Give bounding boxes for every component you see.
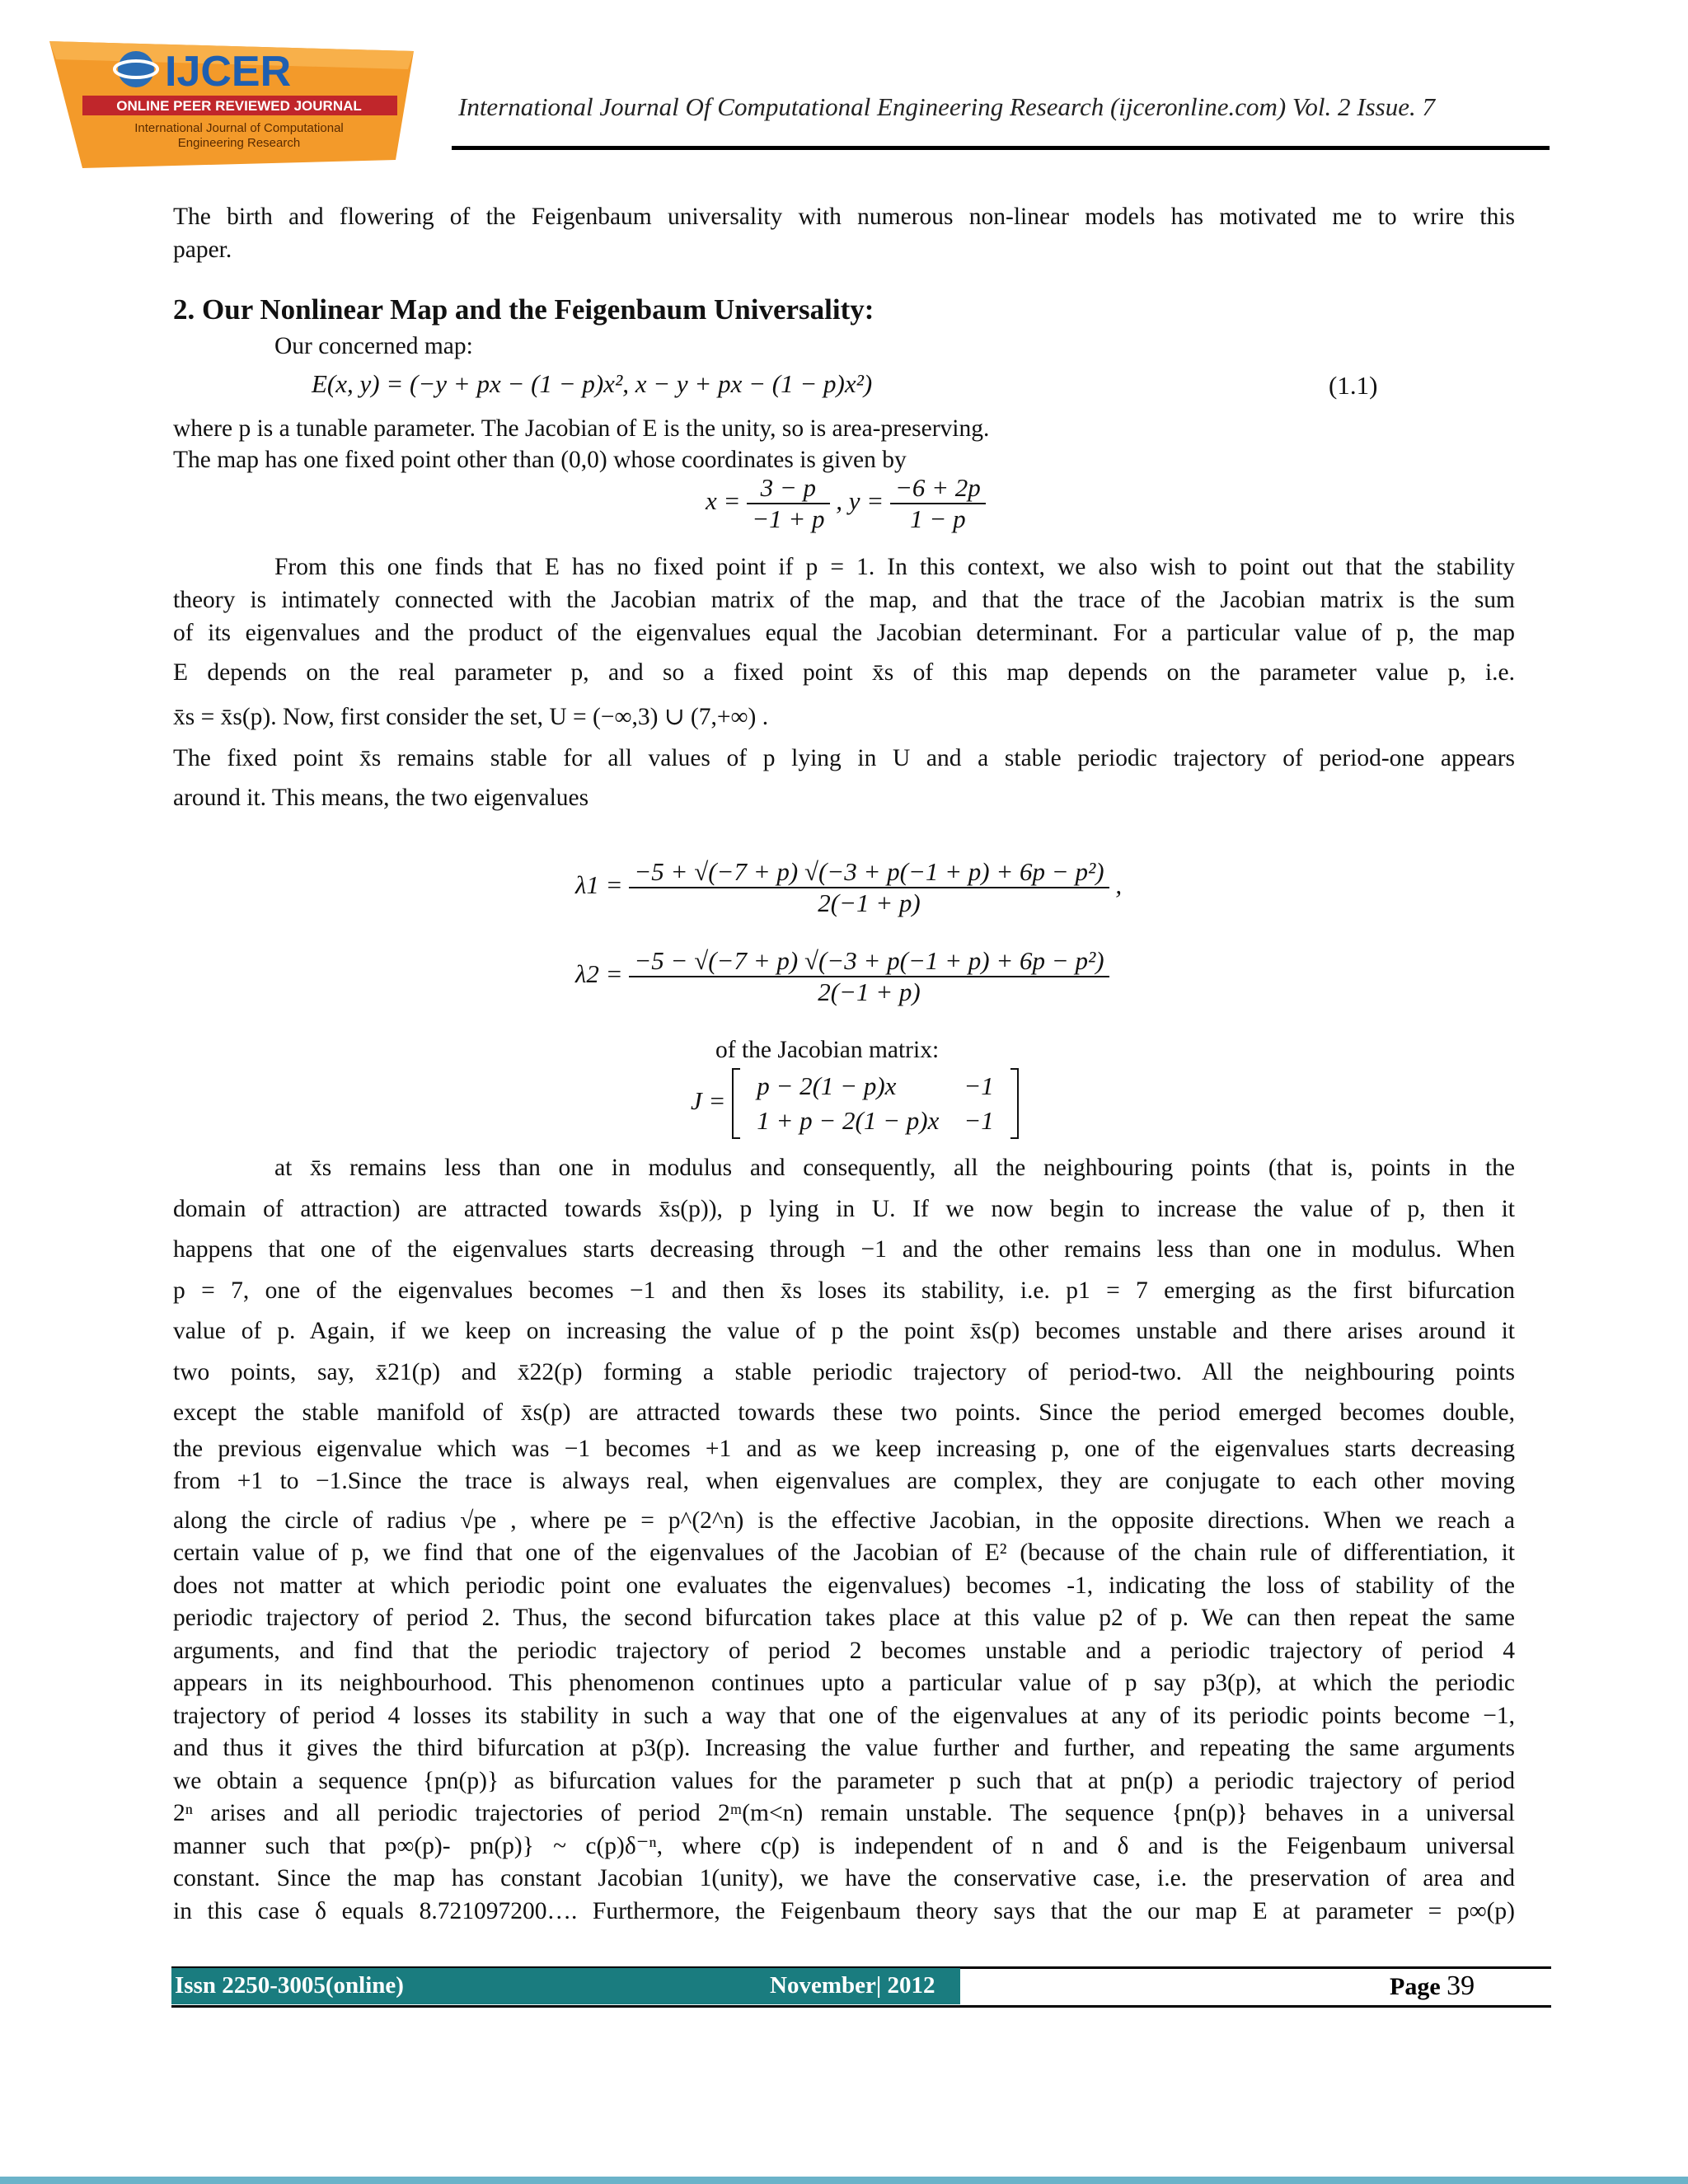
p2-line: value of p. Again, if we keep on increasing the value of p the point x̄s(p) becomes unstable and there arises around it [173, 1318, 1515, 1344]
lambda-2-equation [575, 946, 1109, 1007]
intro-paragraph [173, 200, 1515, 266]
p1-line: The fixed point x̄s remains stable for all values of p lying in U and a stable periodic trajectory of period-one appears [173, 745, 1515, 771]
matrix-r1c2: −1 [964, 1071, 994, 1100]
lambda-1-num: −5 + √(−7 + p) √(−3 + p(−1 + p) + 6p − p²) [629, 857, 1109, 888]
logo-subtitle-1: International Journal of Computational [134, 121, 344, 135]
footer-rule-bottom [171, 2005, 1551, 2008]
p2-line: p = 7, one of the eigenvalues becomes −1 and then x̄s loses its stability, i.e. p1 = 7 emerging as the first bifurcation [173, 1277, 1515, 1304]
intro-line-1: The birth and flowering of the Feigenbaum universality with numerous non-linear models has motivated me to wrire this [173, 204, 1515, 230]
p2-line: constant. Since the map has constant Jacobian 1(unity), we have the conservative case, i.e. the preservation of area and [173, 1865, 1515, 1891]
p2-line: trajectory of period 4 losses its stability in such a way that one of the eigenvalues at any of its periodic points become −1, [173, 1702, 1515, 1729]
p1-line: theory is intimately connected with the Jacobian matrix of the map, and that the trace of the Jacobian matrix is the sum [173, 587, 1515, 613]
p2-line: except the stable manifold of x̄s(p) are attracted towards these two points. Since the period emerged becomes double, [173, 1399, 1515, 1426]
fixed-point-sentence: The map has one fixed point other than (0,0) whose coordinates is given by [173, 447, 907, 473]
footer-page [1390, 1971, 1475, 2002]
p2-line: two points, say, x̄21(p) and x̄22(p) forming a stable periodic trajectory of period-two. All the neighbouring points [173, 1358, 1515, 1385]
lambda-1-lhs: λ1 = [575, 870, 623, 900]
p2-line: does not matter at which periodic point one evaluates the eigenvalues) becomes -1, indicating the loss of stability of the [173, 1572, 1515, 1599]
tunable-sentence: where p is a tunable parameter. The Jacobian of E is the unity, so is area-preserving. [173, 415, 990, 442]
matrix [732, 1068, 1019, 1139]
p2-line: manner such that p∞(p)- pn(p)} ~ c(p)δ⁻ⁿ, where c(p) is independent of n and δ and is the Feigenbaum universal [173, 1832, 1515, 1859]
jacobian-matrix [691, 1068, 1019, 1139]
lambda-2-den: 2(−1 + p) [818, 977, 921, 1006]
logo-band: ONLINE PEER REVIEWED JOURNAL [116, 98, 362, 114]
fp-y-den: 1 − p [910, 504, 966, 533]
p2-line: at x̄s remains less than one in modulus and consequently, all the neighbouring points (that is, points in the [274, 1155, 1515, 1181]
map-equation: E(x, y) = (−y + px − (1 − p)x², x − y + px − (1 − p)x²) [312, 369, 873, 398]
p2-line: from +1 to −1.Since the trace is always real, when eigenvalues are complex, they are conjugate to each other moving [173, 1468, 1515, 1494]
fixed-point-formula [706, 473, 986, 534]
footer-date: November| 2012 [770, 1972, 935, 1999]
matrix-r1c1: p − 2(1 − p)x [757, 1071, 897, 1100]
p2-line: arguments, and find that the periodic trajectory of period 2 becomes unstable and a periodic trajectory of period 4 [173, 1637, 1515, 1664]
p1-line: x̄s = x̄s(p). Now, first consider the set, U = (−∞,3) ∪ (7,+∞) . [173, 704, 769, 730]
fp-y-num: −6 + 2p [890, 473, 986, 504]
paragraph-1 [173, 551, 1515, 814]
of-jacobian-label: of the Jacobian matrix: [715, 1037, 940, 1063]
matrix-r2c1: 1 + p − 2(1 − p)x [757, 1106, 940, 1135]
intro-line-2: paper. [173, 237, 232, 263]
fp-x-den: −1 + p [752, 504, 825, 533]
lambda-1-fraction [629, 857, 1109, 918]
section-heading: 2. Our Nonlinear Map and the Feigenbaum Universality: [173, 293, 874, 326]
lambda-2-fraction [629, 946, 1109, 1007]
p2-line: along the circle of radius √pe , where pe = p^(2^n) is the effective Jacobian, in the opposite directions. When we reach a [173, 1507, 1515, 1534]
running-title: International Journal Of Computational Engineering Research (ijceronline.com) Vol. 2 Issue. 7 [458, 92, 1435, 121]
equation-number: (1.1) [1329, 371, 1378, 400]
p1-line: From this one finds that E has no fixed point if p = 1. In this context, we also wish to point out that the stability [274, 554, 1515, 580]
jacobian-lhs: J = [691, 1086, 726, 1116]
footer-issn: Issn 2250-3005(online) [175, 1972, 404, 1999]
paragraph-2 [173, 1152, 1515, 1928]
page-number: 39 [1447, 1971, 1475, 2001]
logo-title: IJCER [165, 48, 292, 96]
p2-line: appears in its neighbourhood. This phenomenon continues upto a particular value of p say p3(p), at which the periodic [173, 1670, 1515, 1696]
fp-x-num: 3 − p [747, 473, 829, 504]
p2-line: the previous eigenvalue which was −1 becomes +1 and as we keep increasing p, one of the eigenvalues starts decreasing [173, 1435, 1515, 1462]
concerned-map-label: Our concerned map: [274, 333, 473, 359]
p2-line: periodic trajectory of period 2. Thus, the second bifurcation takes place at this value p2 of p. We can then repeat the same [173, 1605, 1515, 1631]
lambda-1-tail: , [1115, 870, 1123, 900]
logo-subtitle-2: Engineering Research [177, 136, 301, 150]
p2-line: we obtain a sequence {pn(p)} as bifurcation values for the parameter p such that at pn(p) a periodic trajectory of period [173, 1767, 1515, 1794]
bottom-band [0, 2177, 1688, 2184]
journal-logo [33, 36, 420, 185]
fp-y-lhs: , y = [836, 486, 884, 516]
lambda-2-lhs: λ2 = [575, 959, 623, 989]
fp-x-lhs: x = [706, 486, 741, 516]
p2-line: and thus it gives the third bifurcation at p3(p). Increasing the value further and further, and repeating the same arguments [173, 1735, 1515, 1761]
fp-x-fraction [747, 473, 829, 534]
page-label: Page [1390, 1973, 1441, 2000]
header-rule [452, 146, 1550, 150]
lambda-1-equation [575, 857, 1122, 918]
p2-line: in this case δ equals 8.721097200…. Furthermore, the Feigenbaum theory says that the our map E at parameter = p∞(p) [173, 1897, 1515, 1924]
p2-line: domain of attraction) are attracted towards x̄s(p)), p lying in U. If we now begin to increase the value of p, then it [173, 1195, 1515, 1222]
p1-line: of its eigenvalues and the product of the eigenvalues equal the Jacobian determinant. For a particular value of p, the map [173, 620, 1515, 646]
fp-y-fraction [890, 473, 986, 534]
p1-line: E depends on the real parameter p, and so a fixed point x̄s of this map depends on the parameter value p, i.e. [173, 659, 1515, 686]
p2-line: certain value of p, we find that one of the eigenvalues of the Jacobian of E² (because of the chain rule of differentiation, it [173, 1540, 1515, 1566]
matrix-r2c2: −1 [964, 1106, 994, 1135]
lambda-1-den: 2(−1 + p) [818, 888, 921, 917]
p2-line: 2ⁿ arises and all periodic trajectories of period 2ᵐ(m<n) remain unstable. The sequence {pn(p)} behaves in a universal [173, 1800, 1515, 1826]
p2-line: happens that one of the eigenvalues starts decreasing through −1 and the other remains less than one in modulus. When [173, 1236, 1515, 1263]
lambda-2-num: −5 − √(−7 + p) √(−3 + p(−1 + p) + 6p − p²) [629, 946, 1109, 977]
p1-line: around it. This means, the two eigenvalues [173, 785, 589, 811]
